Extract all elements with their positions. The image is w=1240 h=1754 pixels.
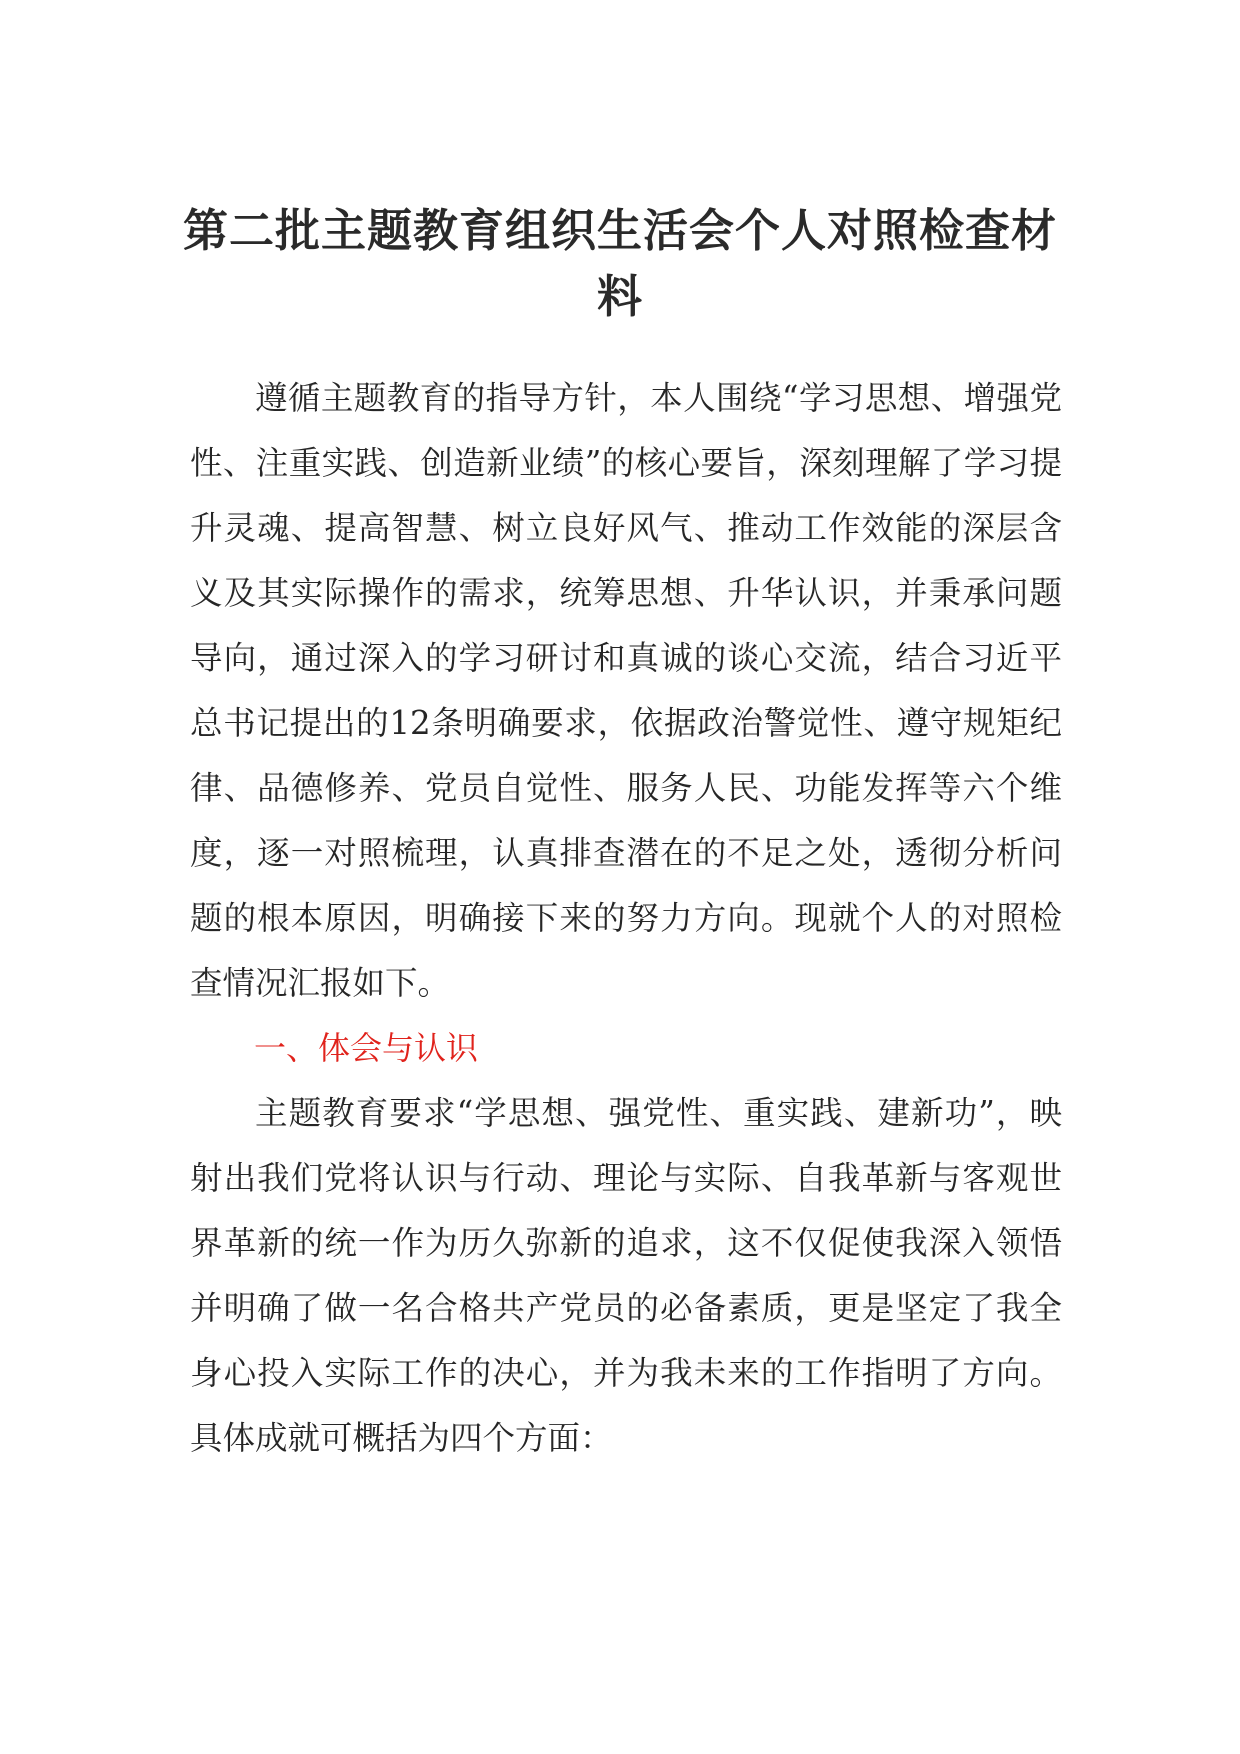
document-title: 第二批主题教育组织生活会个人对照检查材料 (182, 204, 1057, 323)
document-body (190, 366, 1062, 1471)
intro-paragraph: 遵循主题教育的指导方针，本人围绕“学习思想、增强党性、注重实践、创造新业绩”的核心要旨，深刻理解了学习提升灵魂、提高智慧、树立良好风气、推动工作效能的深层含义及其实际操作的需求，统筹思想、升华认识，并秉承问题导向，通过深入的学习研讨和真诚的谈心交流，结合习近平总书记提出的12条明确要求，依据政治警觉性、遵守规矩纪律、品德修养、党员自觉性、服务人民、功能发挥等六个维度，逐一对照梳理，认真排查潜在的不足之处，透彻分析问题的根本原因，明确接下来的努力方向。现就个人的对照检查情况汇报如下。 (190, 379, 1062, 1002)
section-paragraph: 主题教育要求“学思想、强党性、重实践、建新功”，映射出我们党将认识与行动、理论与实际、自我革新与客观世界革新的统一作为历久弥新的追求，这不仅促使我深入领悟并明确了做一名合格共产党员的必备素质，更是坚定了我全身心投入实际工作的决心，并为我未来的工作指明了方向。具体成就可概括为四个方面： (190, 1094, 1062, 1457)
section-heading: 一、体会与认识 (254, 1029, 479, 1067)
